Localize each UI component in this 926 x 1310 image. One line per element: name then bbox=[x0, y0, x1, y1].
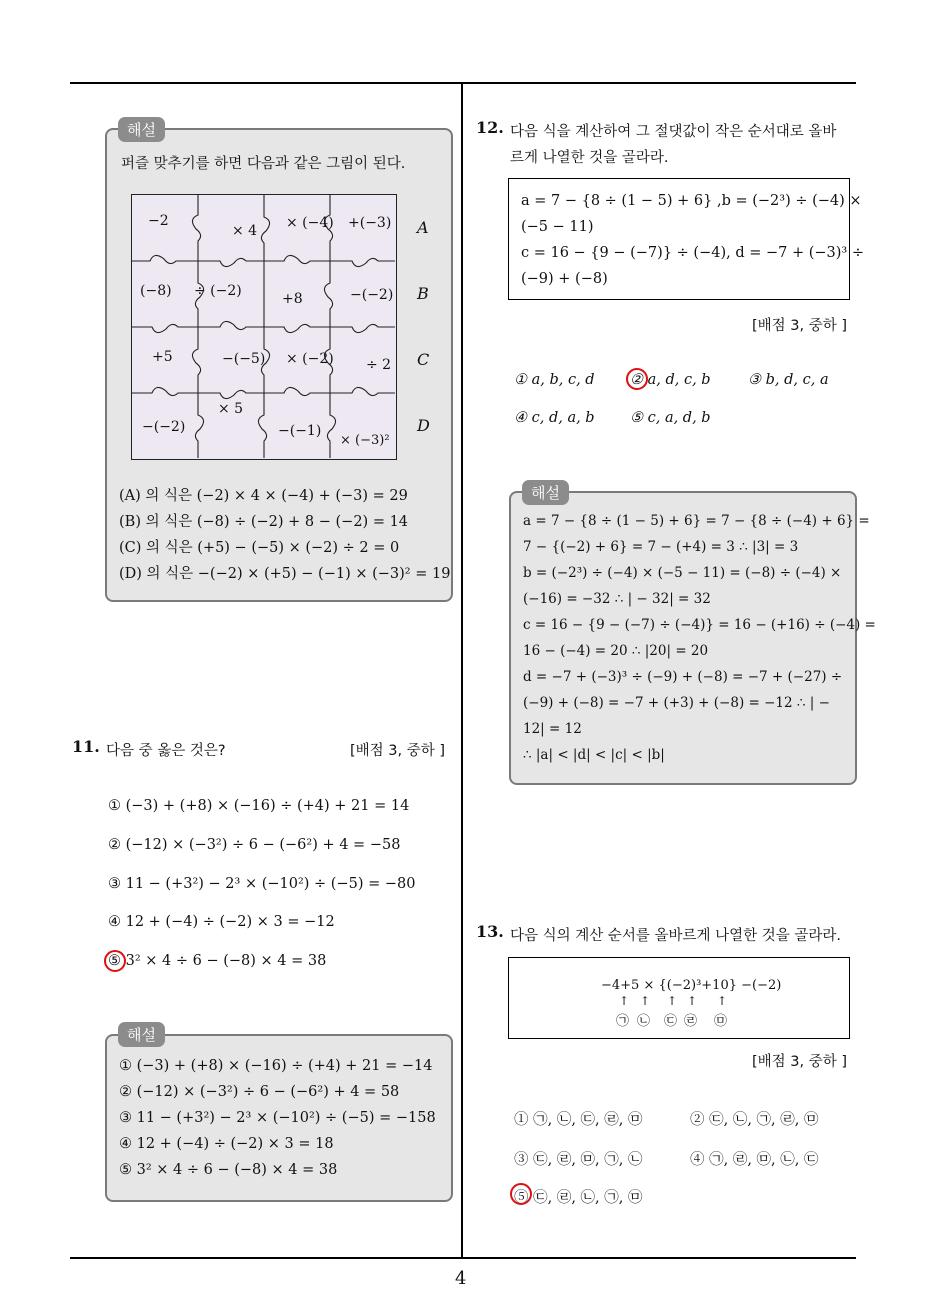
answer-circle-icon bbox=[626, 368, 648, 390]
solution-line: ② (−12) × (−3²) ÷ 6 − (−6²) + 4 = 58 bbox=[119, 1084, 400, 1100]
solution-line: d = −7 + (−3)³ ÷ (−9) + (−8) = −7 + (−27) ÷ bbox=[523, 669, 843, 685]
puzzle-cell: ÷ (−2) bbox=[194, 283, 242, 299]
column-divider bbox=[461, 84, 463, 1258]
question-score: [배점 3, 중하 ] bbox=[752, 318, 848, 334]
arrow-icon: ↑ bbox=[717, 994, 728, 1008]
question-number: 13. bbox=[476, 922, 504, 941]
solution-line: 7 − {(−2) + 6} = 7 − (+4) = 3 ∴ |3| = 3 bbox=[523, 539, 799, 555]
option-5[interactable]: ⑤ 3² × 4 ÷ 6 − (−8) × 4 = 38 bbox=[108, 953, 327, 969]
puzzle-cell: +5 bbox=[152, 349, 173, 365]
option-1[interactable]: ① ㉠, ㉡, ㉢, ㉣, ㉤ bbox=[514, 1112, 643, 1128]
option-2[interactable]: ② a, d, c, b bbox=[630, 372, 711, 388]
puzzle-cell: +(−3) bbox=[348, 215, 392, 231]
solution-line: ③ 11 − (+3²) − 2³ × (−10²) ÷ (−5) = −158 bbox=[119, 1110, 436, 1126]
solution-tag: 해설 bbox=[118, 1022, 165, 1047]
puzzle-row-label: D bbox=[417, 416, 430, 435]
puzzle-cell: −2 bbox=[148, 213, 169, 229]
option-2[interactable]: ② (−12) × (−3²) ÷ 6 − (−6²) + 4 = −58 bbox=[108, 837, 401, 853]
puzzle-cell: −(−2) bbox=[350, 287, 394, 303]
top-rule bbox=[70, 82, 856, 84]
expression-box bbox=[508, 957, 850, 1039]
question-text: 다음 식을 계산하여 그 절댓값이 작은 순서대로 올바 bbox=[510, 124, 837, 140]
solution-line: (C) 의 식은 (+5) − (−5) × (−2) ÷ 2 = 0 bbox=[119, 540, 400, 556]
solution-box-11 bbox=[105, 1034, 453, 1202]
solution-line: ④ 12 + (−4) ÷ (−2) × 3 = 18 bbox=[119, 1136, 334, 1152]
option-3[interactable]: ③ ㉢, ㉣, ㉤, ㉠, ㉡ bbox=[514, 1152, 643, 1168]
order-mark: ㉠ bbox=[616, 1014, 630, 1029]
puzzle-image bbox=[131, 194, 397, 460]
question-number: 11. bbox=[72, 737, 100, 756]
solution-line: c = 16 − {9 − (−7) ÷ (−4)} = 16 − (+16) ÷ (−4) = bbox=[523, 617, 876, 633]
question-score: [배점 3, 중하 ] bbox=[752, 1054, 848, 1070]
question-score: [배점 3, 중하 ] bbox=[350, 743, 446, 759]
option-3[interactable]: ③ 11 − (+3²) − 2³ × (−10²) ÷ (−5) = −80 bbox=[108, 876, 416, 892]
option-3[interactable]: ③ b, d, c, a bbox=[748, 372, 829, 388]
solution-line: (B) 의 식은 (−8) ÷ (−2) + 8 − (−2) = 14 bbox=[119, 514, 409, 530]
question-text: 다음 중 옳은 것은? bbox=[106, 743, 226, 759]
question-number: 12. bbox=[476, 118, 504, 137]
question-text: 르게 나열한 것을 골라라. bbox=[510, 150, 669, 166]
answer-circle-icon bbox=[510, 1183, 532, 1205]
solution-line: b = (−2³) ÷ (−4) × (−5 − 11) = (−8) ÷ (−4) × bbox=[523, 565, 842, 581]
option-4[interactable]: ④ 12 + (−4) ÷ (−2) × 3 = −12 bbox=[108, 914, 335, 930]
puzzle-row-label: A bbox=[417, 218, 429, 237]
puzzle-row-label: B bbox=[417, 284, 429, 303]
bottom-rule bbox=[70, 1257, 856, 1259]
solution-line: ∴ |a| < |d| < |c| < |b| bbox=[523, 747, 665, 763]
solution-line: ⑤ 3² × 4 ÷ 6 − (−8) × 4 = 38 bbox=[119, 1162, 338, 1178]
solution-intro: 퍼즐 맞추기를 하면 다음과 같은 그림이 된다. bbox=[121, 156, 406, 172]
arrow-icon: ↑ bbox=[687, 994, 698, 1008]
order-mark: ㉡ bbox=[637, 1014, 651, 1029]
puzzle-cell: ÷ 2 bbox=[366, 357, 392, 373]
solution-line: 16 − (−4) = 20 ∴ |20| = 20 bbox=[523, 643, 709, 659]
expression: −4+5 × {(−2)³+10} −(−2) bbox=[601, 978, 782, 993]
puzzle-row-label: C bbox=[417, 350, 430, 369]
solution-line: (A) 의 식은 (−2) × 4 × (−4) + (−3) = 29 bbox=[119, 488, 408, 504]
order-mark: ㉤ bbox=[714, 1014, 728, 1029]
solution-box-10 bbox=[105, 128, 453, 602]
option-2[interactable]: ② ㉢, ㉡, ㉠, ㉣, ㉤ bbox=[690, 1112, 819, 1128]
arrow-icon: ↑ bbox=[619, 994, 630, 1008]
expression-line: c = 16 − {9 − (−7)} ÷ (−4), d = −7 + (−3)³ ÷ bbox=[521, 245, 864, 261]
order-mark: ㉣ bbox=[684, 1014, 698, 1029]
solution-tag: 해설 bbox=[118, 117, 165, 142]
answer-circle-icon bbox=[104, 950, 126, 972]
puzzle-cell: −(−5) bbox=[222, 351, 266, 367]
option-5[interactable]: ⑤ ㉢, ㉣, ㉡, ㉠, ㉤ bbox=[514, 1190, 643, 1206]
expression-line: (−5 − 11) bbox=[521, 219, 594, 235]
solution-line: ① (−3) + (+8) × (−16) ÷ (+4) + 21 = −14 bbox=[119, 1058, 433, 1074]
expression-box bbox=[508, 178, 864, 300]
expression-line: (−9) + (−8) bbox=[521, 271, 608, 287]
puzzle-cell: × (−3)² bbox=[340, 433, 390, 448]
solution-line: 12| = 12 bbox=[523, 721, 582, 737]
solution-line: (D) 의 식은 −(−2) × (+5) − (−1) × (−3)² = 19 bbox=[119, 566, 451, 582]
puzzle-cell: × 5 bbox=[218, 401, 244, 417]
puzzle-cell: +8 bbox=[282, 291, 303, 307]
option-4[interactable]: ④ ㉠, ㉣, ㉤, ㉡, ㉢ bbox=[690, 1152, 819, 1168]
page-number: 4 bbox=[455, 1268, 467, 1289]
option-1[interactable]: ① (−3) + (+8) × (−16) ÷ (+4) + 21 = 14 bbox=[108, 798, 410, 814]
puzzle-cell: (−8) bbox=[140, 283, 172, 299]
puzzle-cell: × (−4) bbox=[286, 215, 334, 231]
puzzle-cell: × (−2) bbox=[286, 351, 334, 367]
expression-line: a = 7 − {8 ÷ (1 − 5) + 6} ,b = (−2³) ÷ (−4) × bbox=[521, 193, 862, 209]
solution-box-12 bbox=[509, 491, 876, 785]
puzzle-cell: −(−2) bbox=[142, 419, 186, 435]
option-4[interactable]: ④ c, d, a, b bbox=[514, 410, 595, 426]
question-text: 다음 식의 계산 순서를 올바르게 나열한 것을 골라라. bbox=[510, 928, 842, 944]
option-5[interactable]: ⑤ c, a, d, b bbox=[630, 410, 711, 426]
arrow-icon: ↑ bbox=[640, 994, 651, 1008]
solution-tag: 해설 bbox=[522, 480, 569, 505]
solution-line: (−9) + (−8) = −7 + (+3) + (−8) = −12 ∴ | − bbox=[523, 695, 830, 711]
option-1[interactable]: ① a, b, c, d bbox=[514, 372, 595, 388]
puzzle-cell: −(−1) bbox=[278, 423, 322, 439]
solution-line: (−16) = −32 ∴ | − 32| = 32 bbox=[523, 591, 711, 607]
solution-line: a = 7 − {8 ÷ (1 − 5) + 6} = 7 − {8 ÷ (−4) + 6} = bbox=[523, 513, 870, 529]
arrow-icon: ↑ bbox=[667, 994, 678, 1008]
puzzle-cell: × 4 bbox=[232, 223, 258, 239]
order-mark: ㉢ bbox=[664, 1014, 678, 1029]
